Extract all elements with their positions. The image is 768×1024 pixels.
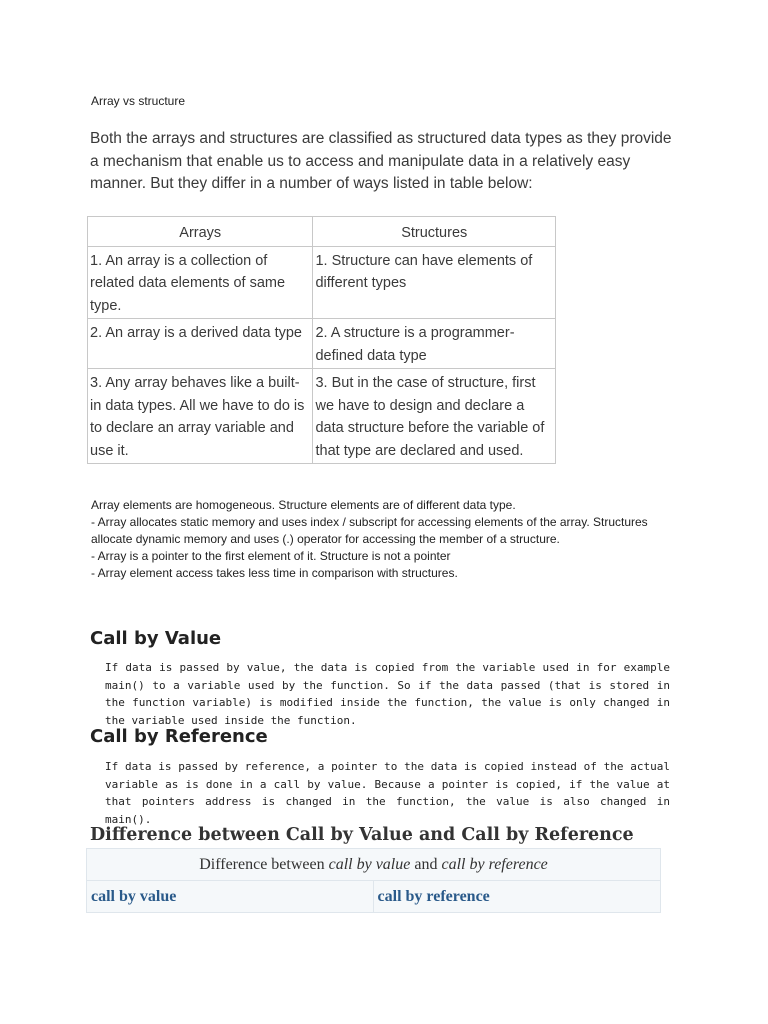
table-row bbox=[88, 246, 556, 319]
note-line: - Array element access takes less time in comparison with structures. bbox=[91, 566, 458, 580]
differences-notes bbox=[91, 497, 691, 582]
table-row bbox=[88, 369, 556, 464]
call-by-reference-heading: Call by Reference bbox=[90, 726, 268, 747]
table-cell: 2. A structure is a programmer-defined data type bbox=[313, 319, 556, 369]
table-cell: 2. An array is a derived data type bbox=[88, 319, 313, 369]
intro-paragraph: Both the arrays and structures are classified as structured data types as they provide a mechanism that enable us to access and manipulate data in a relatively easy manner. But they differ in a number of ways listed in table below: bbox=[90, 130, 672, 192]
call-by-reference-paragraph: If data is passed by reference, a pointer to the data is copied instead of the actual variable as is done in a call by value. Because a pointer is copied, if the value at that pointers address is changed in the function, the value is also changed in main(). bbox=[105, 760, 670, 826]
table-cell: 1. An array is a collection of related data elements of same type. bbox=[88, 246, 313, 319]
table-caption-row bbox=[87, 849, 661, 881]
column-header-call-by-reference: call by reference bbox=[373, 881, 660, 913]
table-header-row bbox=[88, 217, 556, 247]
page-heading: Array vs structure bbox=[91, 94, 186, 108]
call-by-value-heading: Call by Value bbox=[90, 628, 222, 649]
table-caption bbox=[87, 849, 661, 881]
column-header-call-by-value: call by value bbox=[87, 881, 374, 913]
note-line: - Array is a pointer to the first element of it. Structure is not a pointer bbox=[91, 549, 451, 563]
table-cell: 3. But in the case of structure, first we have to design and declare a data structure before the variable of that type are declared and used. bbox=[313, 369, 556, 464]
note-line: Array elements are homogeneous. Structure elements are of different data type. bbox=[91, 498, 516, 512]
caption-prefix: Difference between bbox=[199, 855, 329, 873]
call-by-value-paragraph: If data is passed by value, the data is copied from the variable used in for example main() to a variable used by the function. So if the data passed (that is stored in the function variable) is modified inside the function, the value is only changed in the variable used inside the function. bbox=[105, 661, 670, 727]
note-line: - Array allocates static memory and uses index / subscript for accessing elements of the array. Structures allocate dynamic memory and uses (.) operator for accessing the member of a structure. bbox=[91, 515, 648, 546]
arrays-vs-structures-table bbox=[87, 216, 556, 464]
column-header-structures: Structures bbox=[313, 217, 556, 247]
caption-term-value: call by value bbox=[328, 855, 411, 873]
column-header-arrays: Arrays bbox=[88, 217, 313, 247]
call-comparison-table bbox=[86, 848, 661, 913]
table-cell: 3. Any array behaves like a built-in data types. All we have to do is to declare an array variable and use it. bbox=[88, 369, 313, 464]
table-row bbox=[88, 319, 556, 369]
table-header-row bbox=[87, 881, 661, 913]
caption-term-reference: call by reference bbox=[441, 855, 548, 873]
table-cell: 1. Structure can have elements of different types bbox=[313, 246, 556, 319]
difference-heading: Difference between Call by Value and Call by Reference bbox=[90, 825, 634, 845]
caption-and: and bbox=[410, 855, 442, 873]
